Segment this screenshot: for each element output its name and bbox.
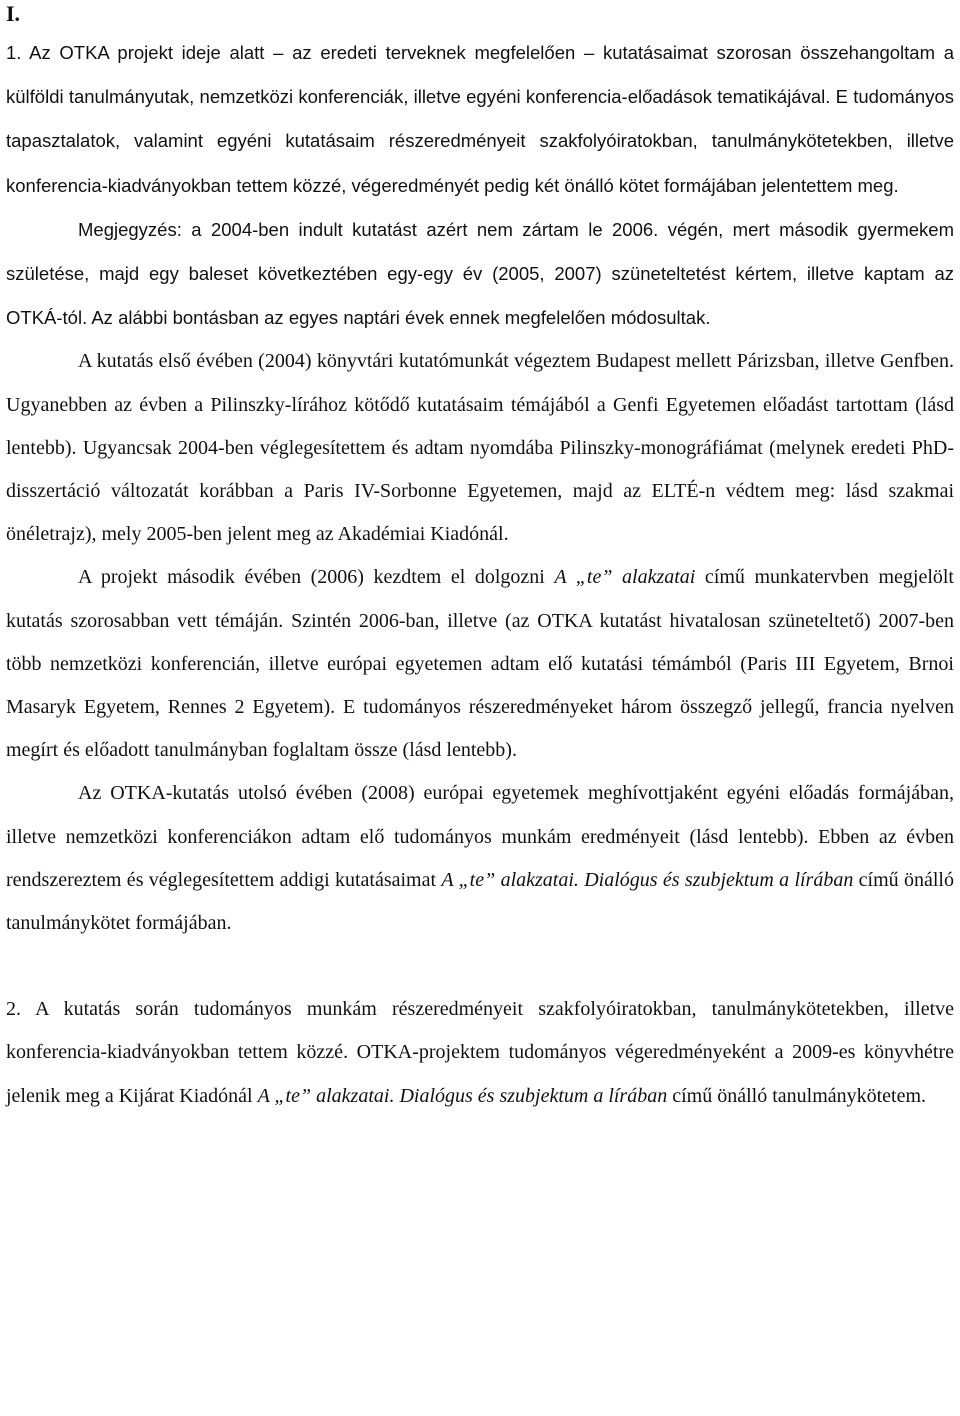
paragraph-1-number: 1.: [6, 42, 22, 63]
paragraph-3-text-b: Ugyancsak 2004-ben véglegesítettem és adtam nyomdába Pilinszky-monográfiámat (melynek eredeti PhD-disszertáció változatát korábban a Paris IV-Sorbonne Egyetemen, majd az ELTÉ-n védtem meg: lásd szakmai önéletrajz), mely 2005-ben jelent meg az Akadémiai Kiadónál.: [6, 436, 954, 546]
paragraph-6-text-b: OTKA-projektem tudományos végeredményeként a 2009-es könyvhétre jelenik meg a Kijárat Kiadónál: [6, 1041, 954, 1107]
paragraph-4: [6, 556, 954, 772]
paragraph-2: [6, 208, 954, 341]
paragraph-5-text-a: Az OTKA-kutatás utolsó évében (2008) európai egyetemek meghívottjaként egyéni előadás formájában, illetve nemzetközi konferenciákon adtam elő tudományos munkám eredményeit (lásd lentebb). Ebben az évben rendszereztem és véglegesítettem addigi kutatásaimat: [6, 782, 954, 891]
paragraph-6: [6, 988, 954, 1118]
paragraph-2-text-a: Megjegyzés: a 2004-ben indult kutatást azért nem zártam le 2006. végén, mert második gyermekem születése, majd egy baleset következtében egy-egy év (2005, 2007) szüneteltetést kértem, illetve kaptam az OTKÁ-tól.: [6, 218, 954, 329]
paragraph-gap: [6, 945, 954, 988]
section-heading: I.: [6, 1, 21, 26]
paragraph-6-text-a: 2. A kutatás során tudományos munkám részeredményeit szakfolyóiratokban, tanulmánykötetekben, illetve konferencia-kiadványokban tettem közzé.: [6, 998, 954, 1064]
paragraph-1: [6, 31, 954, 208]
paragraph-5: [6, 772, 954, 945]
paragraph-1-text-a: Az OTKA projekt ideje alatt – az eredeti terveknek megfelelően – kutatásaimat szorosan összehangoltam a külföldi tanulmányutak, nemzetközi konferenciák, illetve egyéni konferencia-előadások tematikájával.: [6, 42, 954, 108]
paragraph-6-title-italic: A „te” alakzatai. Dialógus és szubjektum a lírában: [257, 1084, 668, 1107]
paragraph-2-text-b: Az alábbi bontásban az egyes naptári évek ennek megfelelően módosultak.: [87, 307, 711, 329]
paragraph-1-text-b: E tudományos tapasztalatok, valamint egyéni kutatásaim részeredményeit szakfolyóiratokban, tanulmánykötetekben, illetve konferencia-kiadványokban tettem közzé, végeredményét pedig két önálló kötet formájában jelentettem meg.: [6, 86, 954, 196]
paragraph-5-title-italic: A „te” alakzatai. Dialógus és szubjektum a lírában: [441, 868, 854, 891]
paragraph-3: [6, 340, 954, 556]
paragraph-5-text-b: című önálló tanulmánykötet formájában.: [6, 868, 954, 935]
paragraph-4-text-b: című munkatervben megjelölt kutatás szorosabban vett témáján. Szintén 2006-ban, illetve (az OTKA kutatást hivatalosan szüneteltető) 2007-ben több nemzetközi konferencián, illetve európai egyetemen adtam elő kutatási témámból (Paris III Egyetem, Brnoi Masaryk Egyetem, Rennes 2 Egyetem). E tudományos részeredményeket három összegző jellegű, francia nyelven megírt és előadott tanulmányban foglaltam össze (lásd lentebb).: [6, 566, 954, 762]
paragraph-3-text-a: A kutatás első évében (2004) könyvtári kutatómunkát végeztem Budapest mellett Párizsban, illetve Genfben. Ugyanebben az évben a Pilinszky-lírához kötődő kutatásaim témájából a Genfi Egyetemen előadást tartottam (lásd lentebb).: [6, 350, 954, 459]
paragraph-4-title-italic: A „te” alakzatai: [554, 566, 696, 589]
paragraph-4-text-a: A projekt második évében (2006) kezdtem el dolgozni: [78, 566, 555, 589]
paragraph-6-text-c: című önálló tanulmánykötetem.: [667, 1084, 927, 1107]
